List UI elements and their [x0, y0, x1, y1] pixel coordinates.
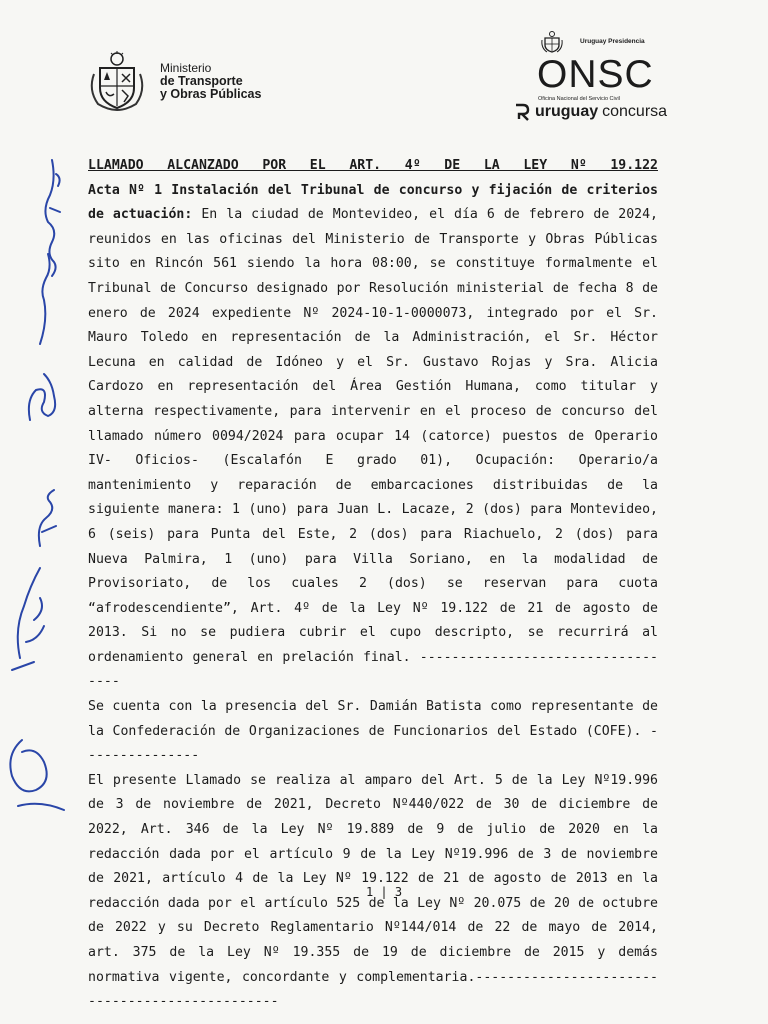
document-title: LLAMADO ALCANZADO POR EL ART. 4º DE LA LEY Nº 19.122 — [88, 158, 658, 173]
concursa-brand-bold: uruguay — [535, 103, 599, 120]
ministry-label: Ministerio — [160, 60, 212, 75]
signature-4 — [18, 568, 44, 658]
ministry-name-line2: y Obras Públicas — [160, 86, 262, 101]
paragraph-3: El presente Llamado se realiza al amparo del Art. 5 de la Ley Nº19.996 de 3 de noviembre de 2021, Decreto Nº440/022 de 30 de diciembre de 2022, Art. 346 de la Ley Nº 19.889 de 9 de julio de 2020 en la redacción dada por el artículo 9 de la Ley Nº19.996 de 3 de noviembre de 2021, artículo 4 de la Ley Nº 19.122 de 21 de agosto de 2013 en la redacción dada por el artículo 525 de la Ley Nº 20.075 de 20 de octubre de 2022 y su Decreto Reglamentario Nº144/014 de 22 de mayo de 2014, art. 375 de la Ley Nº 19.355 de 19 de diciembre de 2015 y demás normativa vigente, concordante y complementaria.----------------------------------------------- — [88, 772, 658, 1010]
acta-heading: Acta Nº 1 Instalación del Tribunal de concurso y fijación de criterios de actuación: — [88, 182, 658, 223]
onsc-logo-text: ONSC — [537, 53, 654, 96]
paragraph-1-text: En la ciudad de Montevideo, el día 6 de febrero de 2024, reunidos en las oficinas del Ministerio de Transporte y Obras Públicas sito en Rincón 561 siendo la hora 08:00, se constituye formalmente el Tribunal de Concurso designado por Resolución ministerial de fecha 8 de enero de 2024 expediente Nº 2024-10-1-0000073, integrado por el Sr. Mauro Toledo en representación de la Administración, el Sr. Héctor Lecuna en calidad de Idóneo y el Sr. Gustavo Rojas y Sra. Alicia Cardozo en representación del Área Gestión Humana, como titular y alterna respectivamente, para intervenir en el proceso de concurso del llamado número 0094/2024 para ocupar 14 (catorce) puestos de Operario IV- Oficios- (Escalafón E grado 01), Ocupación: Operario/a mantenimiento y reparación de embarcaciones distribuidas de la siguiente manera: 1 (uno) para Juan L. Lacaze, 2 (dos) para Montevideo, 6 (seis) para Punta del Este, 2 (dos) para Riachuelo, 2 (dos) para Nueva Palmira, 1 (uno) para Villa Soriano, en la modalidad de Provisoriato, de los cuales 2 (dos) se reservan para cuota “afrodescendiente”, Art. 4º de la Ley Nº 19.122 de 21 de agosto de 2013. Si no se pudiera cubrir el cupo descripto, se recurrirá al ordenamiento general en prelación final. ---------------------------------- — [88, 207, 658, 690]
onsc-subtitle: Oficina Nacional del Servicio Civil — [538, 96, 620, 102]
coat-of-arms-icon — [86, 50, 148, 112]
ministry-header — [86, 50, 261, 112]
presidency-label: Uruguay Presidencia — [580, 38, 645, 45]
signature-3 — [39, 490, 56, 546]
signature-1 — [45, 160, 55, 276]
margin-signatures — [0, 150, 84, 820]
signature-5 — [10, 740, 64, 810]
uruguay-concursa-logo — [513, 102, 667, 122]
signature-2 — [29, 374, 55, 420]
paragraph-2: Se cuenta con la presencia del Sr. Damián Batista como representante de la Confederación de Organizaciones de Funcionarios del Estado (COFE). --------------- — [88, 699, 658, 764]
paragraph-acta — [88, 179, 658, 695]
concursa-icon — [513, 102, 533, 122]
concursa-brand-regular: concursa — [602, 103, 668, 120]
ministry-name-line1: de Transporte — [160, 73, 243, 88]
presidency-seal-icon — [540, 30, 564, 54]
page-number: 1 | 3 — [365, 885, 403, 899]
